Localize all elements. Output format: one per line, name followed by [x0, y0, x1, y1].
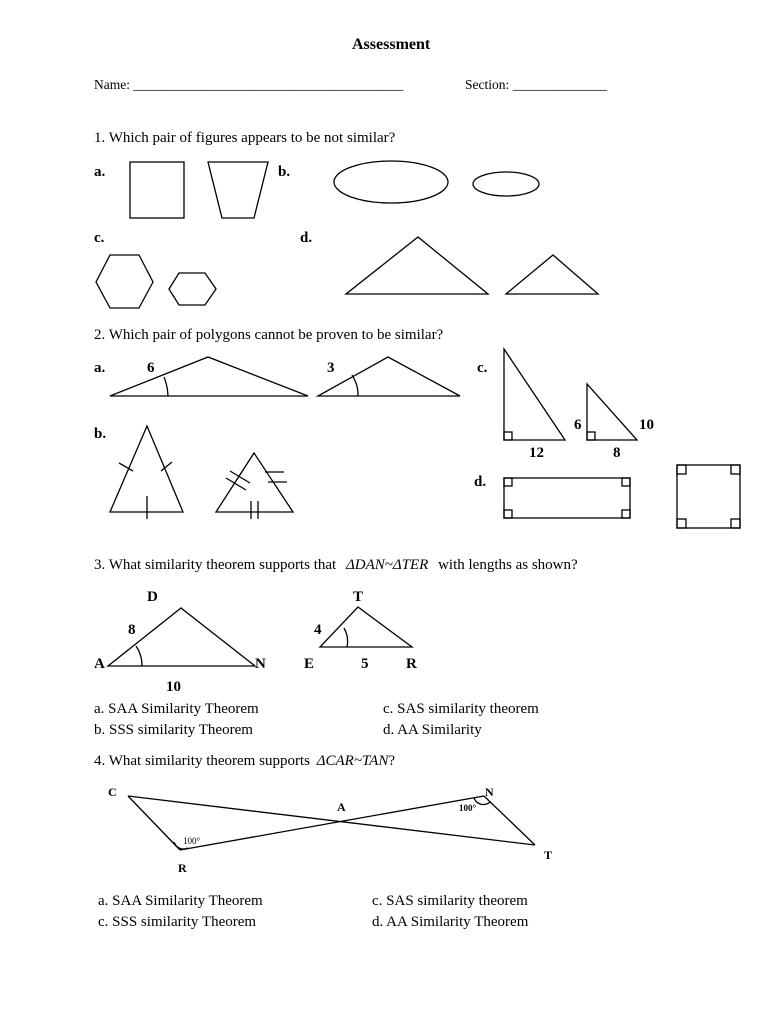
q3-choice-c[interactable]: c. SAS similarity theorem [383, 701, 539, 717]
q2-a-angle-arc-right [352, 375, 358, 396]
q1-option-a: a. [94, 164, 106, 180]
q2-c-right-angle-mark-small [587, 432, 595, 440]
q4-angle-r-label: 100° [183, 836, 201, 846]
q4-vertex-t: T [544, 848, 553, 862]
q2-d-rectangle [504, 478, 630, 518]
q2-question: 2. Which pair of polygons cannot be proven to be similar? [94, 327, 444, 343]
q3-question-suffix: with lengths as shown? [438, 557, 578, 573]
q3-choice-b[interactable]: b. SSS similarity Theorem [94, 722, 253, 738]
q3-vertex-d: D [147, 589, 158, 605]
q2-d-rectangle-corner-marks [504, 478, 630, 518]
q4-question-prefix: 4. What similarity theorem supports [94, 753, 310, 769]
q4-vertex-n: N [485, 785, 494, 799]
q3-angle-arc-e [344, 628, 348, 647]
q1-small-hexagon [169, 273, 216, 305]
q3-vertex-n: N [255, 656, 266, 672]
q1-small-triangle [506, 255, 598, 294]
q3-question-prefix: 3. What similarity theorem supports that [94, 557, 337, 573]
q3-triangle-ter [320, 607, 412, 647]
q2-a-label-3: 3 [327, 360, 335, 376]
q2-option-a: a. [94, 360, 106, 376]
q1-option-b: b. [278, 164, 291, 180]
q1-large-ellipse [334, 161, 448, 203]
name-field[interactable]: Name: ________________________________________ [94, 77, 404, 92]
section-field[interactable]: Section: ______________ [465, 77, 608, 92]
q1-option-d: d. [300, 230, 313, 246]
q2-c-label-8: 8 [613, 445, 621, 461]
q2-a-large-triangle [110, 357, 308, 396]
page-title: Assessment [352, 36, 431, 53]
q3-vertex-r: R [406, 656, 417, 672]
q2-b-double-tick-left-2 [230, 471, 250, 483]
q3-base-10: 10 [166, 679, 181, 695]
q4-vertex-c: C [108, 785, 117, 799]
q4-choice-d[interactable]: d. AA Similarity Theorem [372, 914, 529, 930]
q2-a-angle-arc-left [164, 377, 168, 396]
q1-large-triangle [346, 237, 488, 294]
q3-vertex-t: T [353, 589, 364, 605]
q3-side-8: 8 [128, 622, 136, 638]
q1-question: 1. Which pair of figures appears to be not similar? [94, 130, 396, 146]
q4-vertex-r: R [178, 861, 187, 875]
q1-large-hexagon [96, 255, 153, 308]
q4-angle-n-label: 100° [459, 803, 477, 813]
q2-c-right-angle-mark-large [504, 432, 512, 440]
q1-trapezoid [208, 162, 268, 218]
q2-c-label-10: 10 [639, 417, 654, 433]
q3-choice-d[interactable]: d. AA Similarity [383, 722, 482, 738]
q3-side-4: 4 [314, 622, 322, 638]
q3-base-5: 5 [361, 656, 369, 672]
q1-option-c: c. [94, 230, 105, 246]
q2-option-d: d. [474, 474, 487, 490]
q2-d-square-corner-marks [677, 465, 740, 528]
q4-question-suffix: ? [388, 753, 396, 769]
q3-vertex-e: E [304, 656, 315, 672]
q3-question-math: ΔDAN~ΔTER [345, 557, 429, 573]
q2-c-label-6: 6 [574, 417, 582, 433]
q4-choice-c[interactable]: c. SAS similarity theorem [372, 893, 528, 909]
q3-vertex-a: A [94, 656, 105, 672]
q3-choice-a[interactable]: a. SAA Similarity Theorem [94, 701, 259, 717]
q2-c-label-12: 12 [529, 445, 544, 461]
q1-small-ellipse [473, 172, 539, 196]
q2-option-c: c. [477, 360, 488, 376]
q3-angle-arc-a [136, 646, 142, 666]
q4-question-math: ΔCAR~TAN [316, 753, 389, 769]
q1-square [130, 162, 184, 218]
q2-a-small-triangle [318, 357, 460, 396]
q2-a-label-6: 6 [147, 360, 155, 376]
q2-option-b: b. [94, 426, 107, 442]
q4-vertex-a: A [337, 800, 346, 814]
q4-choice-b[interactable]: c. SSS similarity Theorem [98, 914, 257, 930]
q2-c-large-right-triangle [504, 349, 565, 440]
q4-choice-a[interactable]: a. SAA Similarity Theorem [98, 893, 263, 909]
